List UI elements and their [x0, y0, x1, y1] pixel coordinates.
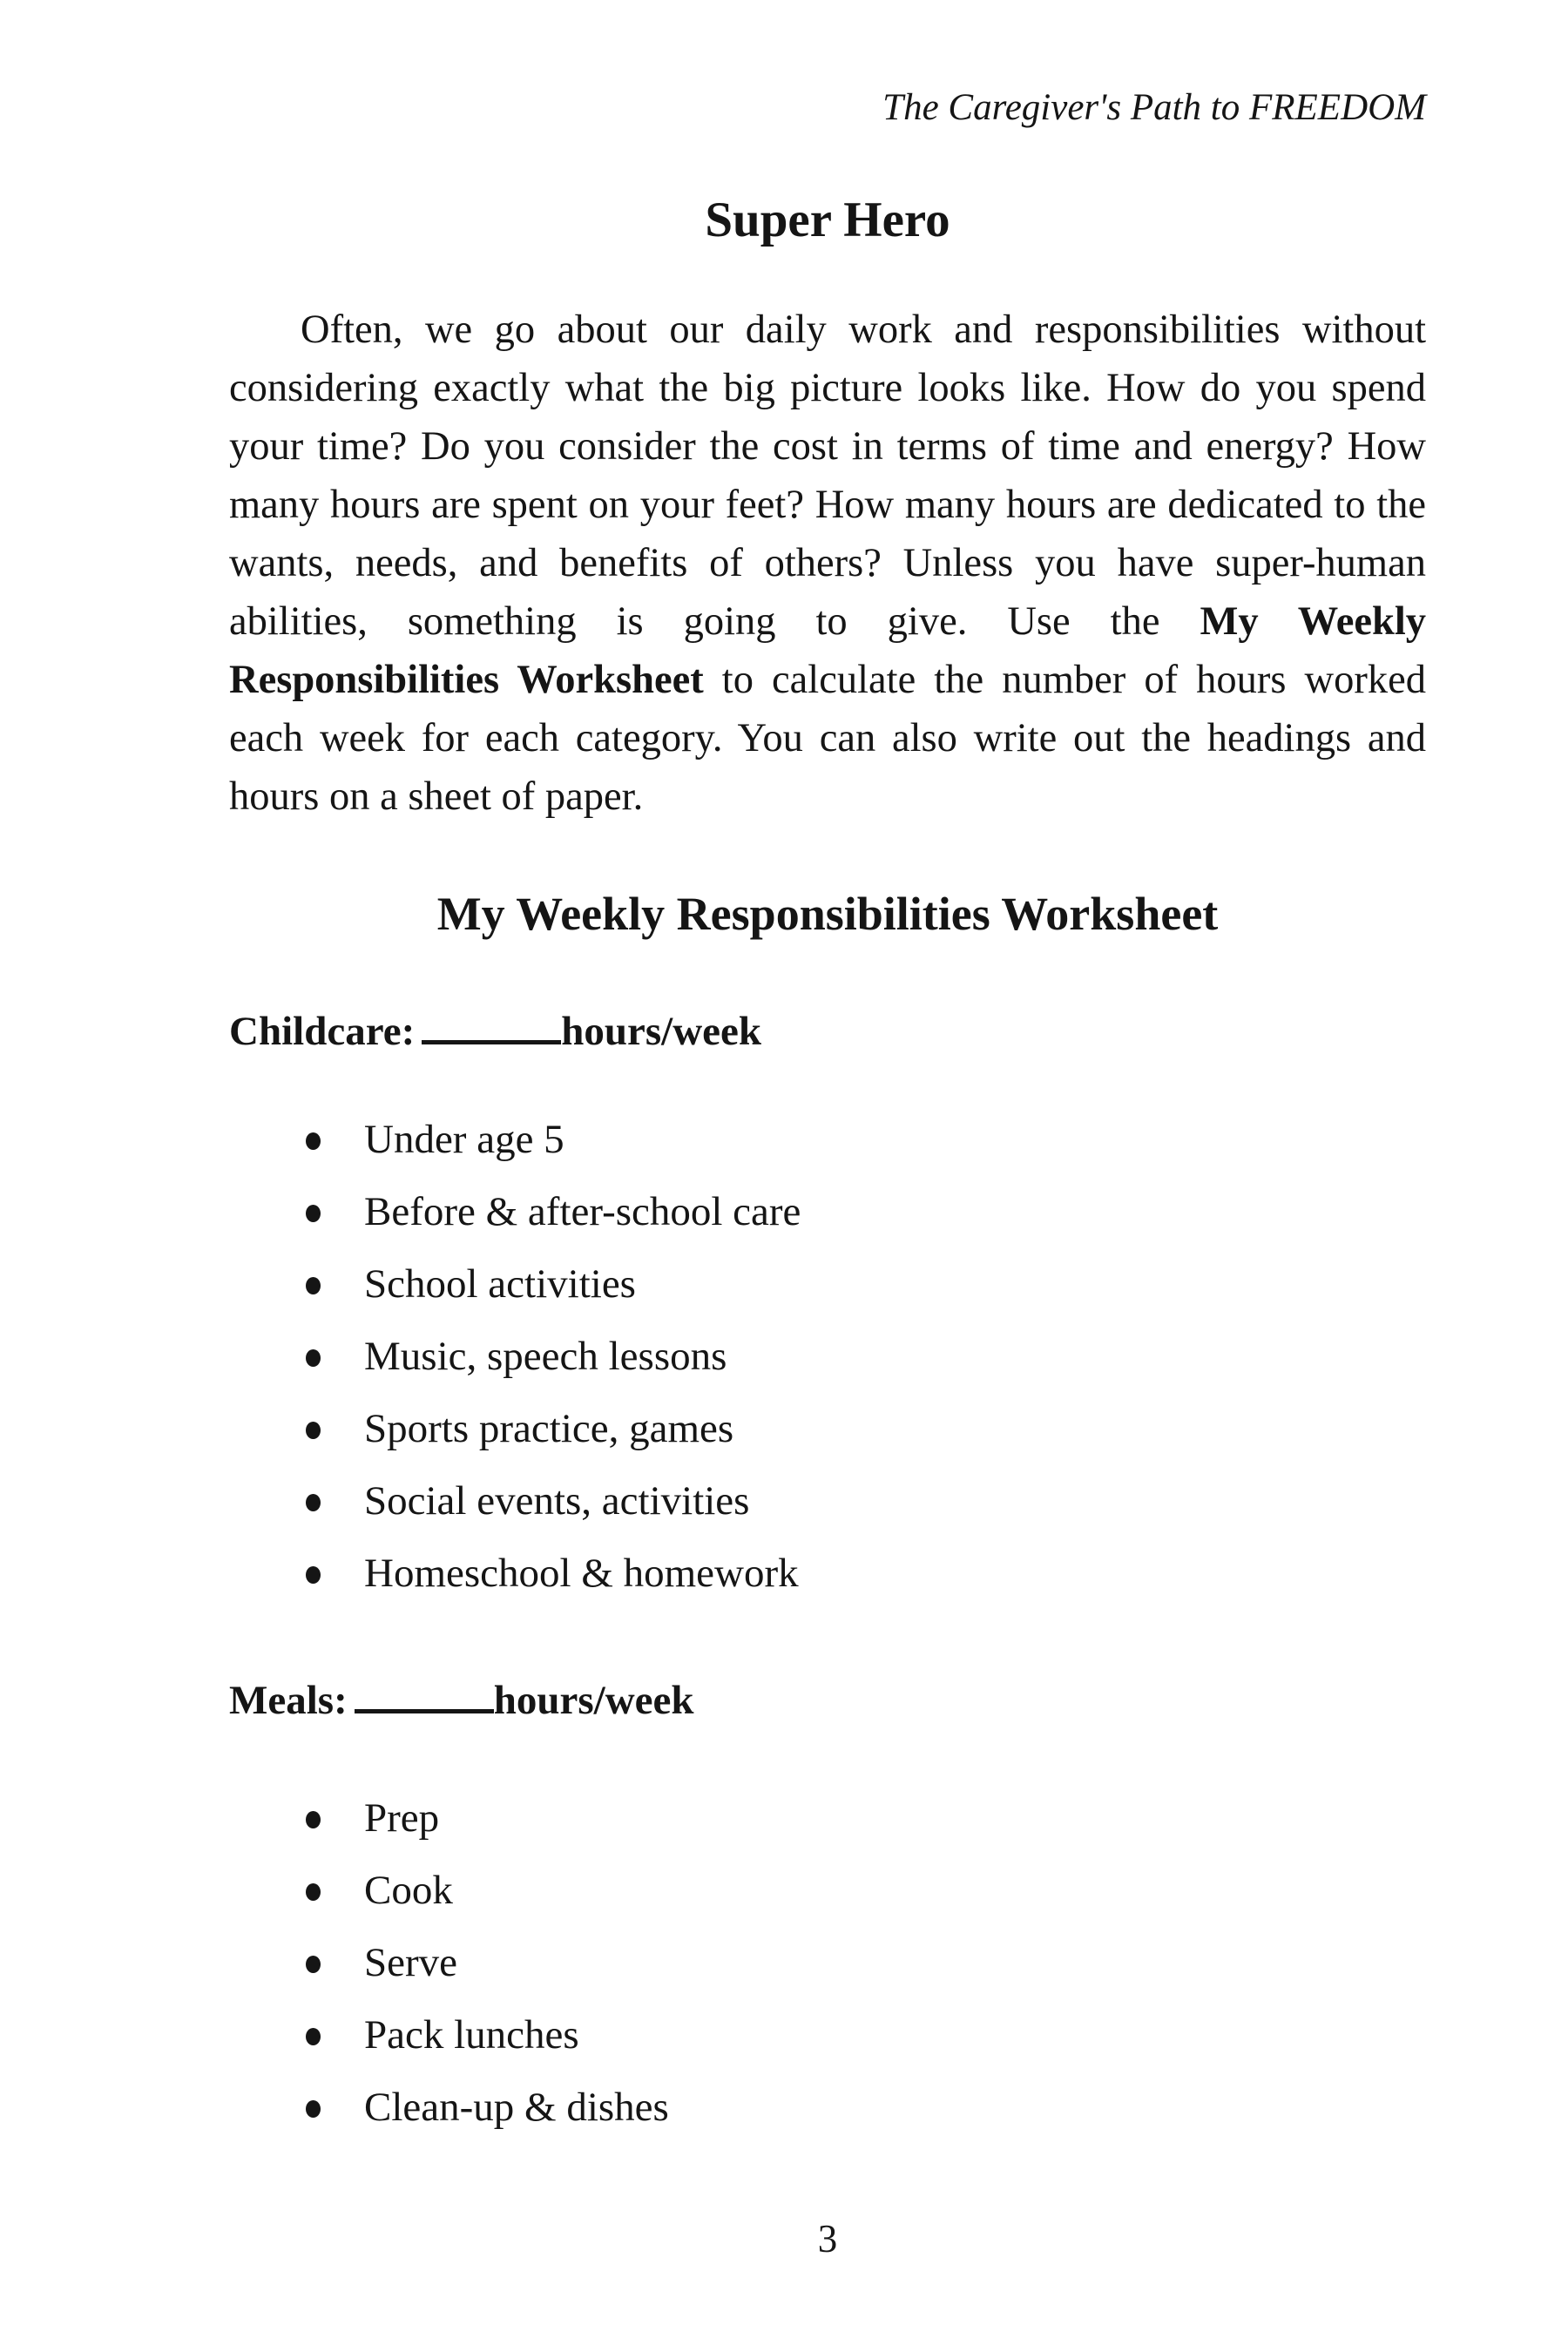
section-heading-meals [229, 1676, 1426, 1725]
list-item: Serve [364, 1927, 1426, 1999]
list-item: Pack lunches [364, 1999, 1426, 2072]
running-header: The Caregiver's Path to FREEDOM [882, 87, 1426, 128]
worksheet-heading: My Weekly Responsibilities Worksheet [436, 888, 1219, 941]
meals-hours-per-week-label: hours/week [493, 1677, 694, 1723]
meals-fill-in-blank [355, 1680, 494, 1713]
list-item: Under age 5 [364, 1104, 1426, 1176]
section-heading-childcare [229, 1007, 1426, 1056]
childcare-list [229, 1104, 1426, 1610]
meals-list [229, 1782, 1426, 2144]
list-item: Prep [364, 1782, 1426, 1855]
childcare-label: Childcare: [229, 1009, 416, 1055]
paragraph-text-before-bold: Often, we go about our daily work and responsibilities without considering exactly what the big picture looks like. How do you spend your time? Do you consider the cost in terms of time and energy? How many hours are spent on your feet? How many hours are dedicated to the wants, needs, and benefits of others? Unless you have super-human abilities, something is going to give. Use the [229, 308, 1426, 645]
list-item: Sports practice, games [364, 1393, 1426, 1465]
list-item: Music, speech lessons [364, 1321, 1426, 1393]
list-item: Homeschool & homework [364, 1538, 1426, 1610]
list-item: School activities [364, 1248, 1426, 1321]
list-item: Social events, activities [364, 1465, 1426, 1538]
chapter-title: Super Hero [705, 192, 950, 247]
meals-label: Meals: [229, 1677, 348, 1723]
paragraph-text-after-bold: to calculate the number of hours worked each week for each category. You can also write out the headings and hours on a sheet of paper. [229, 658, 1426, 820]
body-paragraph [229, 301, 1426, 826]
paragraph-bold-phrase: My Weekly Responsibilities Worksheet [229, 599, 1427, 703]
list-item: Cook [364, 1855, 1426, 1927]
list-item: Before & after-school care [364, 1176, 1426, 1248]
childcare-hours-per-week-label: hours/week [561, 1009, 762, 1055]
page-number: 3 [817, 2217, 838, 2261]
childcare-fill-in-blank [422, 1010, 561, 1044]
list-item: Clean-up & dishes [364, 2072, 1426, 2144]
